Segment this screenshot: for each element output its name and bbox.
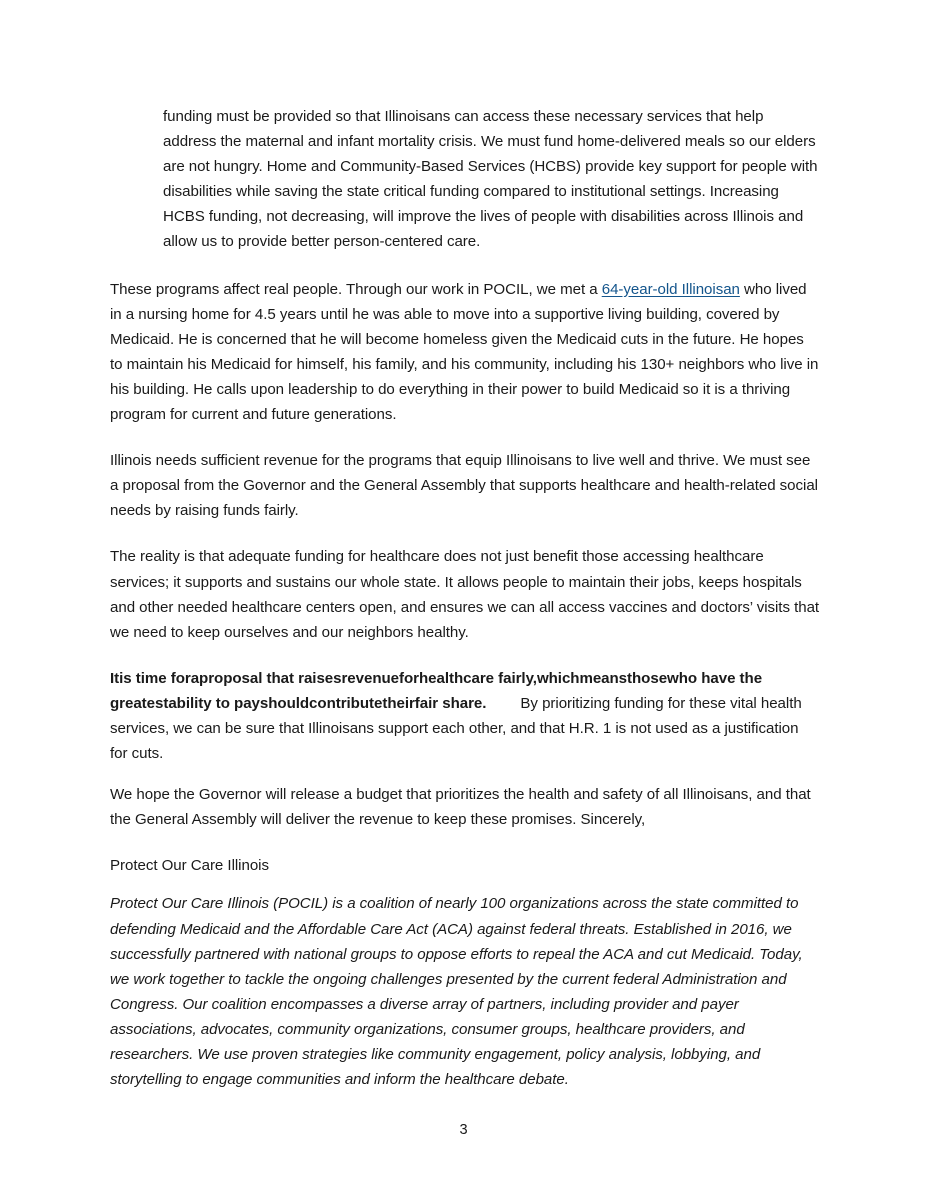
paragraph-about-pocil: Protect Our Care Illinois (POCIL) is a coalition of nearly 100 organizations across the state committed to defending Medicaid and the Affordable Care Act (ACA) against federal threats. Established in 2016, we successfully partnered with national groups to oppose efforts to repeal the ACA and cut Medicaid. Today, we work together to tackle the ongoing challenges presented by the current federal Administration and Congress. Our coalition encompasses a diverse array of partners, including provider and payer associations, advocates, community organizations, consumer groups, healthcare providers, and researchers. We use proven strategies like community engagement, policy analysis, lobbying, and storytelling to engage communities and inform the healthcare debate. [110, 895, 803, 1089]
paragraph-real-people-text-after-link: who lived in a nursing home for 4.5 years until he was able to move into a supportive living building, covered by Medicaid. He is concerned that he will become homeless given the Medicaid cuts in the future. He hopes to maintain his Medicaid for himself, his family, and his community, including his 130+ neighbors who live in his building. He calls upon leadership to do everything in their power to build Medicaid so it is a thriving program for current and future generations. [110, 280, 819, 424]
paragraph-continued-funding: funding must be provided so that Illinoisans can access these necessary services that help address the maternal and infant mortality crisis. We must fund home-delivered meals so our elders are not hungry. Home and Community-Based Services (HCBS) provide key support for people with disabilities while saving the state critical funding compared to institutional settings. Increasing HCBS funding, not decreasing, will improve the lives of people with disabilities across Illinois and allow us to provide better person-centered care. [163, 108, 818, 251]
document-text-body [110, 104, 820, 1092]
paragraph-sufficient-revenue: Illinois needs sufficient revenue for the programs that equip Illinoisans to live well and thrive. We must see a proposal from the Governor and the General Assembly that supports healthcare and health-related social needs by raising funds fairly. [110, 452, 818, 520]
about-pocil-block [110, 891, 820, 1092]
signature-line: Protect Our Care Illinois [110, 857, 269, 875]
paragraph-real-people-text-before-link: These programs affect real people. Through our work in POCIL, we met a [110, 280, 602, 298]
paragraph-call-to-action [110, 666, 820, 766]
paragraph-closing-hope: We hope the Governor will release a budget that prioritizes the health and safety of all Illinoisans, and that the General Assembly will deliver the revenue to keep these promises. Sincerely, [110, 786, 811, 829]
link-64-year-old-illinoisan[interactable]: 64-year-old Illinoisan [601, 280, 740, 298]
paragraph-reality-funding: The reality is that adequate funding for healthcare does not just benefit those accessing healthcare services; it supports and sustains our whole state. It allows people to maintain their jobs, keeps hospitals and other needed healthcare centers open, and ensures we can all access vaccines and doctors’ visits that we need to keep ourselves and our neighbors healthy. [110, 548, 820, 641]
paragraph-call-to-action-bold: Itis time foraproposal that raisesrevenueforhealthcare fairly,whichmeansthosewho have the greatestability to payshouldcontributetheirfair share. [110, 669, 763, 712]
paragraph-real-people [110, 277, 820, 428]
page-number: 3 [459, 1122, 468, 1138]
paragraph-call-to-action-rest: By prioritizing funding for these vital health services, we can be sure that Illinoisans support each other, and that H.R. 1 is not used as a justification for cuts. [110, 694, 802, 763]
